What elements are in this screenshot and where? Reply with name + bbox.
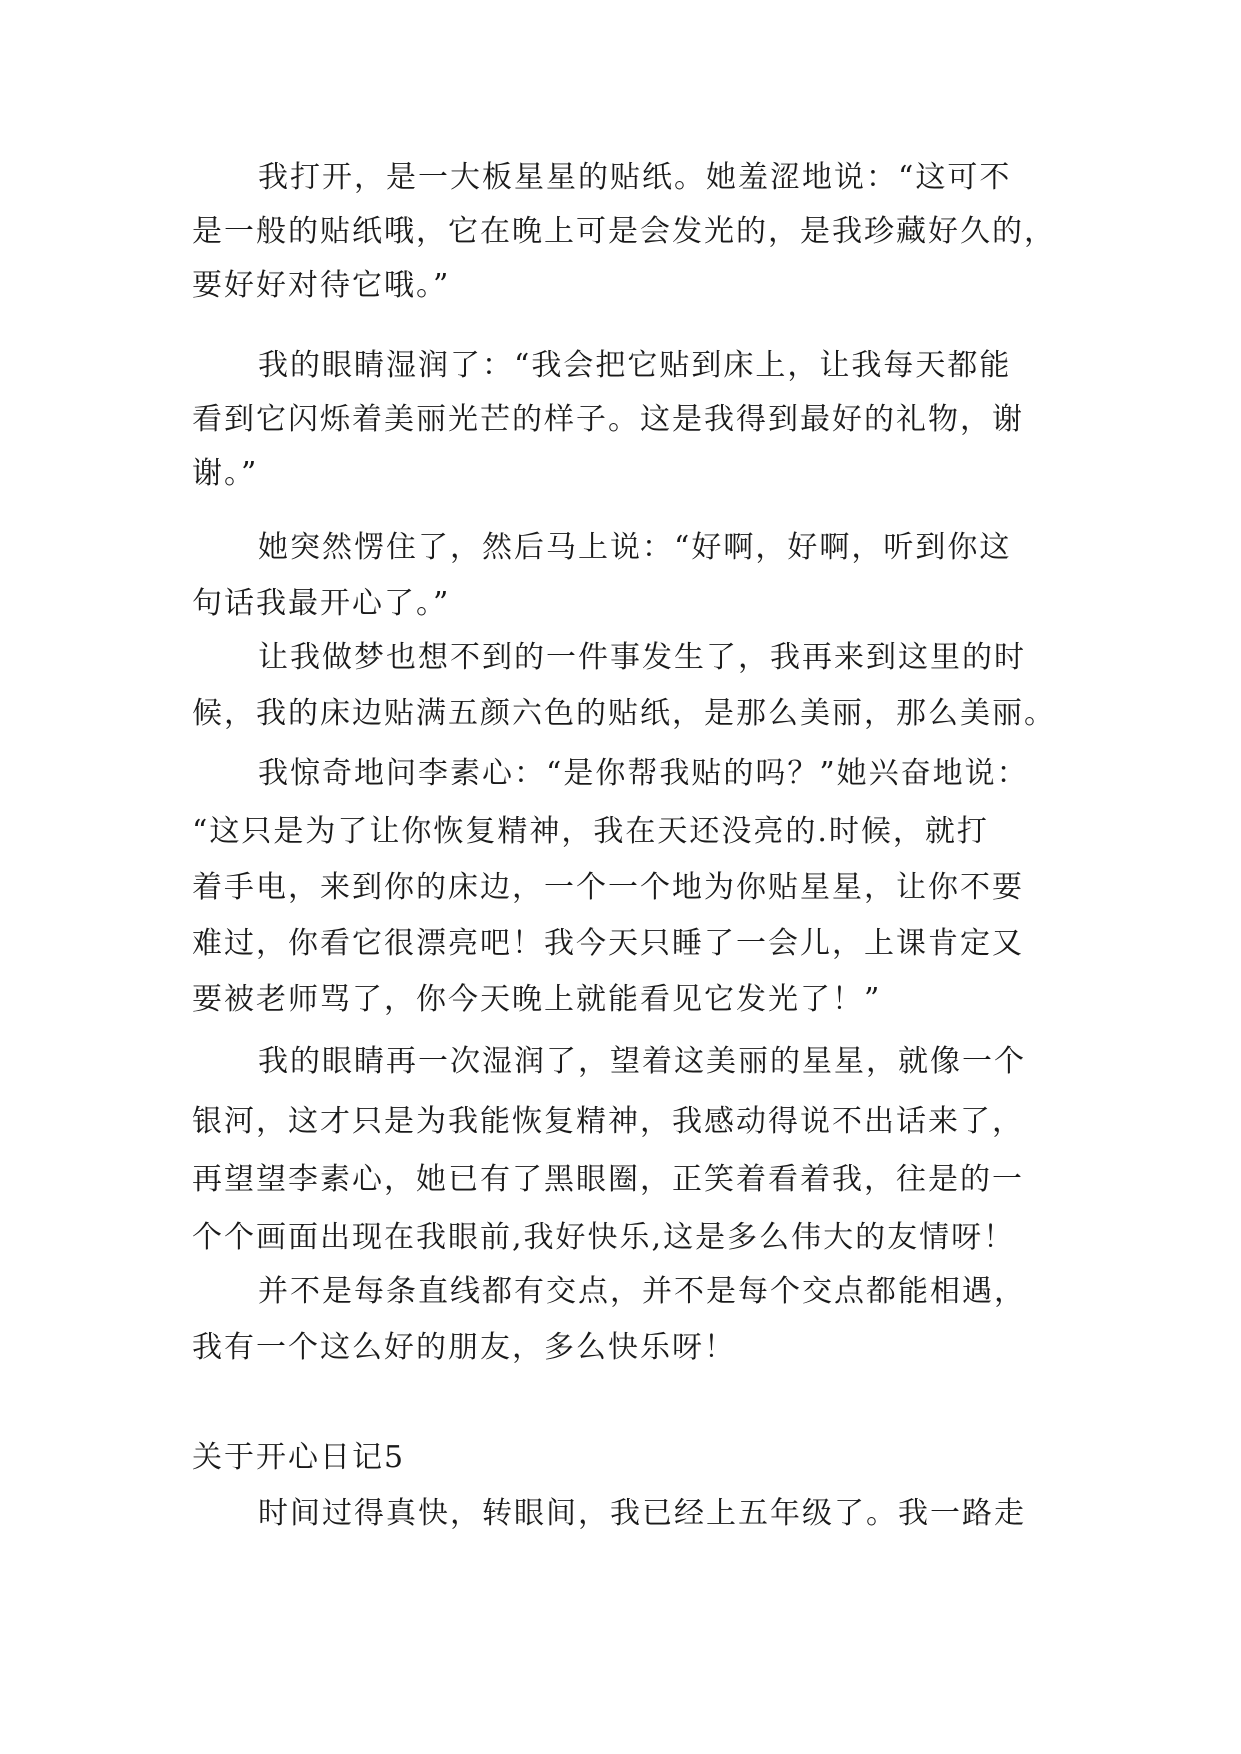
text-line: 看到它闪烁着美丽光芒的样子。这是我得到最好的礼物，谢 — [192, 402, 1024, 437]
text-line: 我打开，是一大板星星的贴纸。她羞涩地说：“这可不 — [258, 160, 1012, 195]
text-line: 要被老师骂了，你今天晚上就能看见它发光了！” — [192, 982, 882, 1017]
text-line: 我惊奇地问李素心：“是你帮我贴的吗？”她兴奋地说： — [258, 756, 1029, 791]
text-line: 句话我最开心了。” — [192, 586, 451, 621]
text-line: 银河，这才只是为我能恢复精神，我感动得说不出话来了， — [192, 1104, 1024, 1139]
text-line: 让我做梦也想不到的一件事发生了，我再来到这里的时 — [258, 640, 1026, 675]
text-line: 我有一个这么好的朋友，多么快乐呀！ — [192, 1330, 736, 1365]
text-line: 候，我的床边贴满五颜六色的贴纸，是那么美丽，那么美丽。 — [192, 696, 1056, 731]
text-line: “这只是为了让你恢复精神，我在天还没亮的.时候，就打 — [192, 814, 989, 849]
text-line: 难过，你看它很漂亮吧！我今天只睡了一会儿，上课肯定又 — [192, 926, 1024, 961]
text-line: 并不是每条直线都有交点，并不是每个交点都能相遇， — [258, 1274, 1026, 1309]
text-line: 再望望李素心，她已有了黑眼圈，正笑着看着我，往是的一 — [192, 1162, 1024, 1197]
text-line: 谢。” — [192, 456, 259, 491]
text-line: 时间过得真快，转眼间，我已经上五年级了。我一路走 — [258, 1496, 1026, 1531]
text-line: 是一般的贴纸哦，它在晚上可是会发光的，是我珍藏好久的， — [192, 214, 1056, 249]
text-line: 着手电，来到你的床边，一个一个地为你贴星星，让你不要 — [192, 870, 1024, 905]
text-line: 要好好对待它哦。” — [192, 268, 451, 303]
text-line: 个个画面出现在我眼前,我好快乐,这是多么伟大的友情呀！ — [192, 1220, 1016, 1255]
section-heading: 关于开心日记5 — [192, 1440, 406, 1475]
text-line: 我的眼睛再一次湿润了，望着这美丽的星星，就像一个 — [258, 1044, 1026, 1079]
text-line: 她突然愣住了，然后马上说：“好啊，好啊，听到你这 — [258, 530, 1012, 565]
text-line: 我的眼睛湿润了：“我会把它贴到床上，让我每天都能 — [258, 348, 1012, 383]
